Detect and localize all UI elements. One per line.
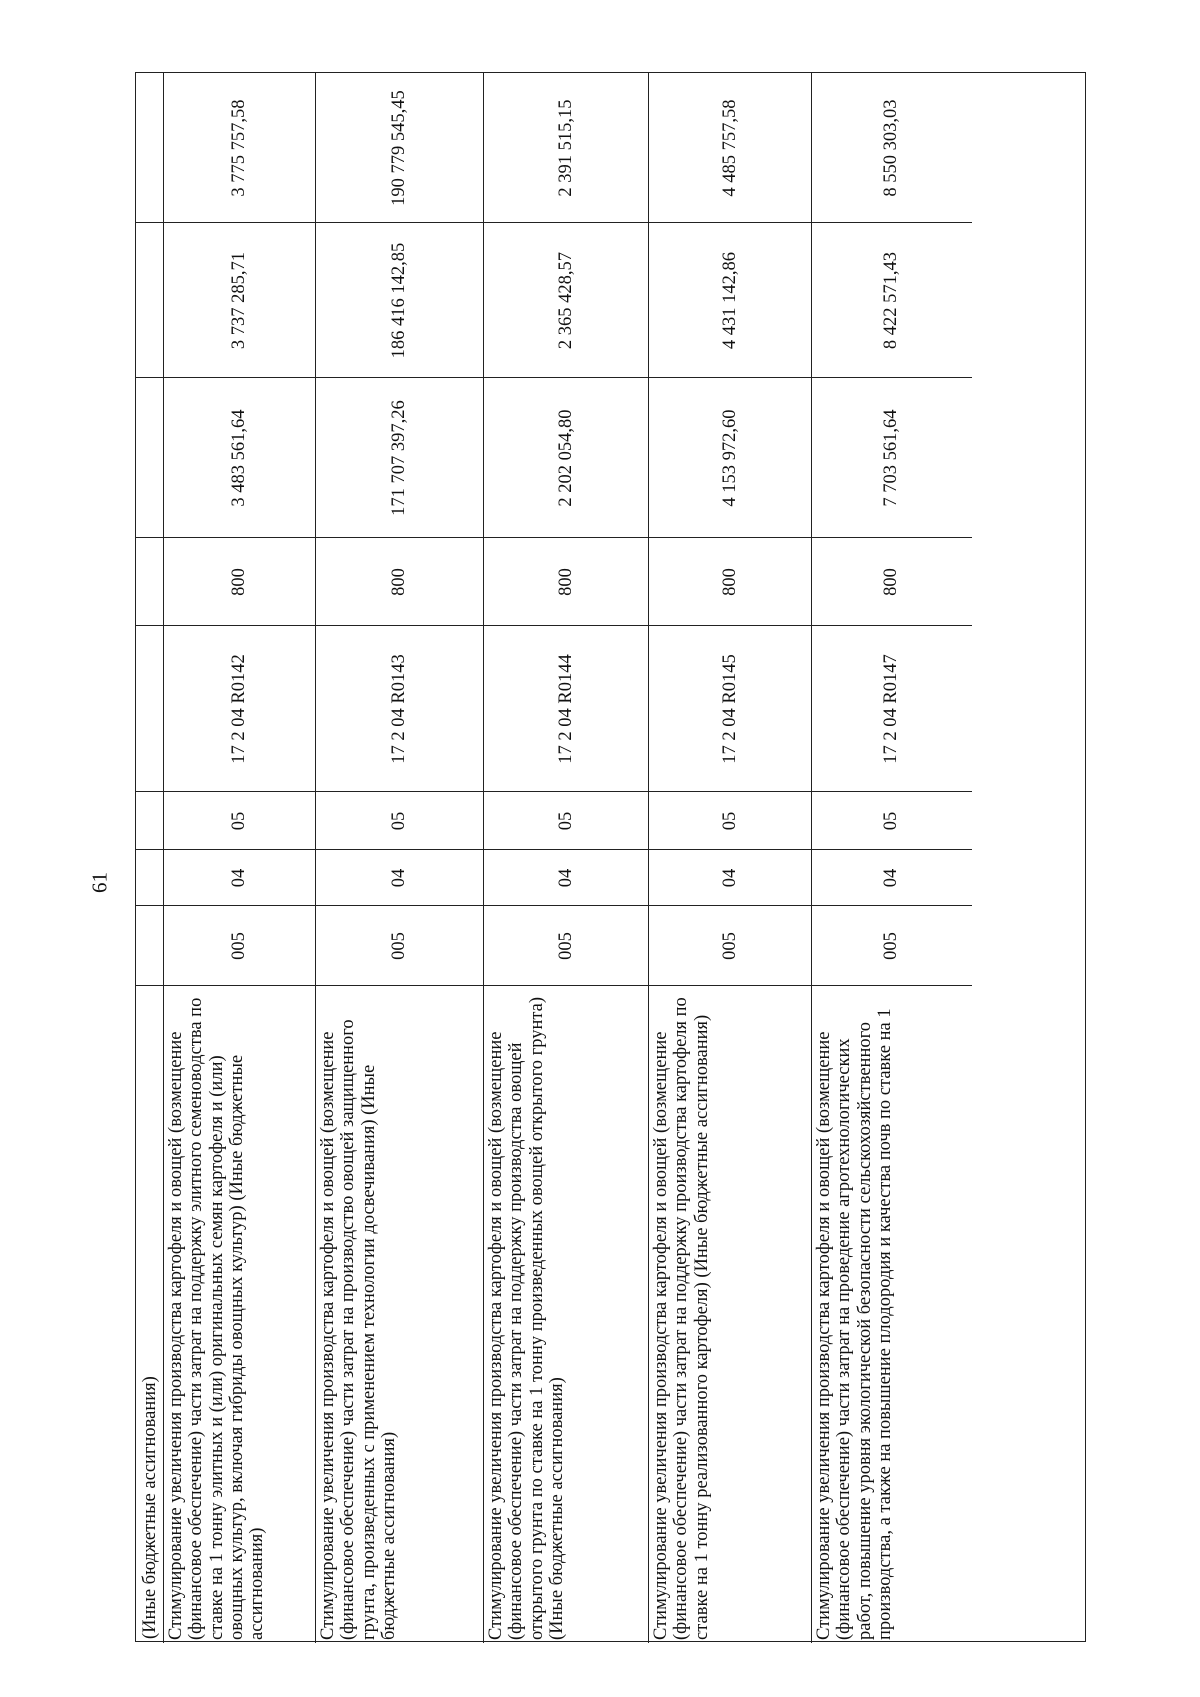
table-cell-subsection-text: 05: [881, 811, 901, 831]
table-cell-section: [484, 850, 649, 906]
table-cell-expense-type: [649, 538, 812, 626]
table-cell-header-empty: [136, 73, 164, 223]
table-cell-amount-2: [316, 223, 484, 378]
table-cell-target-article: [316, 626, 484, 792]
table-cell-header-empty: [136, 538, 164, 626]
table-cell-section: [316, 850, 484, 906]
table-cell-expense-type-text: 800: [881, 568, 901, 596]
table-cell-target-article-text: 17 2 04 R0144: [555, 654, 576, 764]
table-cell-subsection: [164, 792, 316, 850]
table-cell-description-text: Стимулирование увеличения производства картофеля и овощей (возмещение (финансовое обеспечение) части затрат на поддержку производства овощей открытого грунта по ставке на 1 тонну произведенных овощей открытого грунта) (Иные бюджетные ассигнования): [486, 996, 568, 1640]
table-cell-expense-type-text: 800: [719, 568, 740, 596]
table-cell-header-empty: [136, 850, 164, 906]
table-cell-amount-3-text: 3 775 757,58: [229, 99, 249, 197]
table-cell-amount-1-text: 7 703 561,64: [881, 409, 901, 507]
table-cell-section-text: 04: [389, 868, 409, 888]
table-cell-amount-3: [649, 73, 812, 223]
table-cell-target-article: [649, 626, 812, 792]
table-cell-ministry-code: [316, 906, 484, 986]
table-cell-expense-type-text: 800: [389, 568, 409, 596]
table-cell-subsection: [316, 792, 484, 850]
table-cell-section-text: 04: [555, 868, 576, 888]
table-cell-expense-type: [812, 538, 972, 626]
table-cell-description-text: Стимулирование увеличения производства картофеля и овощей (возмещение (финансовое обеспечение) части затрат на поддержку элитного семеноводства по ставке на 1 тонну элитных и (или) оригинальных семян картофеля и (или) овощных культур, включая гибриды овощных культур) (Иные бюджетные ассигнования): [166, 997, 268, 1640]
table-cell-expense-type-text: 800: [229, 568, 249, 596]
table-cell-amount-3: [164, 73, 316, 223]
table-cell-ministry-code-text: 005: [389, 932, 409, 960]
table-cell-ministry-code: [812, 906, 972, 986]
table-cell-amount-1: [484, 378, 649, 538]
table-cell-target-article-text: 17 2 04 R0143: [389, 654, 409, 764]
table-cell-amount-2-text: 186 416 142,85: [389, 242, 409, 359]
table-cell-section: [164, 850, 316, 906]
table-cell-amount-1: [164, 378, 316, 538]
table-cell-section: [649, 850, 812, 906]
table-cell-ministry-code-text: 005: [229, 932, 249, 960]
table-cell-amount-1-text: 3 483 561,64: [229, 409, 249, 507]
header-description-text: (Иные бюджетные ассигнования): [140, 1376, 160, 1639]
table-cell-target-article-text: 17 2 04 R0147: [881, 654, 901, 764]
table-cell-ministry-code-text: 005: [555, 932, 576, 960]
table-cell-expense-type: [484, 538, 649, 626]
table-cell-target-article: [164, 626, 316, 792]
table-cell-description: [649, 986, 812, 1643]
table-cell-subsection-text: 05: [389, 811, 409, 831]
page-number: 61: [87, 872, 112, 893]
table-cell-header-empty: [136, 378, 164, 538]
table-cell-amount-3-text: 2 391 515,15: [555, 99, 576, 197]
table-cell-amount-3: [484, 73, 649, 223]
table-cell-amount-1: [649, 378, 812, 538]
table-cell-section-text: 04: [881, 868, 901, 888]
table-cell-section: [812, 850, 972, 906]
table-cell-amount-2: [484, 223, 649, 378]
table-cell-section-text: 04: [229, 868, 249, 888]
table-cell-subsection: [812, 792, 972, 850]
table-cell-description: [316, 986, 484, 1643]
table-cell-subsection-text: 05: [229, 811, 249, 831]
table-cell-expense-type: [316, 538, 484, 626]
table-cell-amount-2-text: 8 422 571,43: [881, 251, 901, 350]
table-cell-amount-1-text: 4 153 972,60: [719, 409, 740, 507]
table-cell-amount-2: [649, 223, 812, 378]
table-cell-subsection: [649, 792, 812, 850]
table-cell-description: [812, 986, 972, 1643]
table-cell-subsection-text: 05: [555, 811, 576, 831]
table-cell-description-text: Стимулирование увеличения производства картофеля и овощей (возмещение (финансовое обеспечение) части затрат на проведение агротехнологических работ, повышение уровня экологической безопасности сельскохозяйственного производства, а также на повышение плодородия и качества почв по ставке на 1: [814, 1008, 896, 1640]
table-cell-ministry-code-text: 005: [719, 932, 740, 960]
table-cell-ministry-code-text: 005: [881, 932, 901, 960]
table-cell-description: [484, 986, 649, 1643]
table-cell-target-article-text: 17 2 04 R0142: [229, 654, 249, 764]
table-cell-header-empty: [136, 626, 164, 792]
table-cell-ministry-code: [484, 906, 649, 986]
table-cell-amount-1: [316, 378, 484, 538]
table-cell-description: [164, 986, 316, 1643]
table-cell-subsection: [484, 792, 649, 850]
table-cell-amount-2: [812, 223, 972, 378]
table-cell-amount-3: [316, 73, 484, 223]
table-cell-amount-1-text: 2 202 054,80: [555, 409, 576, 507]
table-cell-amount-3-text: 8 550 303,03: [881, 99, 901, 197]
rotated-table-container: [135, 72, 1086, 1642]
table-cell-expense-type-text: 800: [555, 568, 576, 596]
table-cell-ministry-code: [649, 906, 812, 986]
table-cell-amount-3-text: 190 779 545,45: [389, 90, 409, 206]
table-cell-ministry-code: [164, 906, 316, 986]
table-cell-amount-3-text: 4 485 757,58: [719, 99, 740, 197]
table-cell-header-description: [136, 986, 164, 1643]
table-cell-header-empty: [136, 223, 164, 378]
table-cell-description-text: Стимулирование увеличения производства картофеля и овощей (возмещение (финансовое обеспечение) части затрат на производство овощей защищенного грунта, произведенных с применением технологии досвечивания) (Иные бюджетные ассигнования): [318, 1019, 400, 1640]
table-cell-amount-1: [812, 378, 972, 538]
table-cell-subsection-text: 05: [719, 811, 740, 831]
table-cell-section-text: 04: [719, 868, 740, 888]
table-cell-header-empty: [136, 906, 164, 986]
table-cell-amount-2-text: 2 365 428,57: [555, 251, 576, 350]
table-cell-description-text: Стимулирование увеличения производства картофеля и овощей (возмещение (финансовое обеспечение) части затрат на поддержку производства картофеля по ставке на 1 тонну реализованного картофеля) (Иные бюджетные ассигнования): [651, 997, 712, 1640]
table-cell-amount-3: [812, 73, 972, 223]
table-cell-header-empty: [136, 792, 164, 850]
table-cell-target-article: [812, 626, 972, 792]
table-cell-amount-1-text: 171 707 397,26: [389, 400, 409, 516]
table-cell-expense-type: [164, 538, 316, 626]
table-cell-amount-2: [164, 223, 316, 378]
table-cell-target-article-text: 17 2 04 R0145: [719, 654, 740, 764]
table-cell-target-article: [484, 626, 649, 792]
budget-allocation-table: [135, 72, 1086, 1642]
table-cell-amount-2-text: 4 431 142,86: [719, 251, 740, 350]
table-cell-amount-2-text: 3 737 285,71: [229, 251, 249, 350]
